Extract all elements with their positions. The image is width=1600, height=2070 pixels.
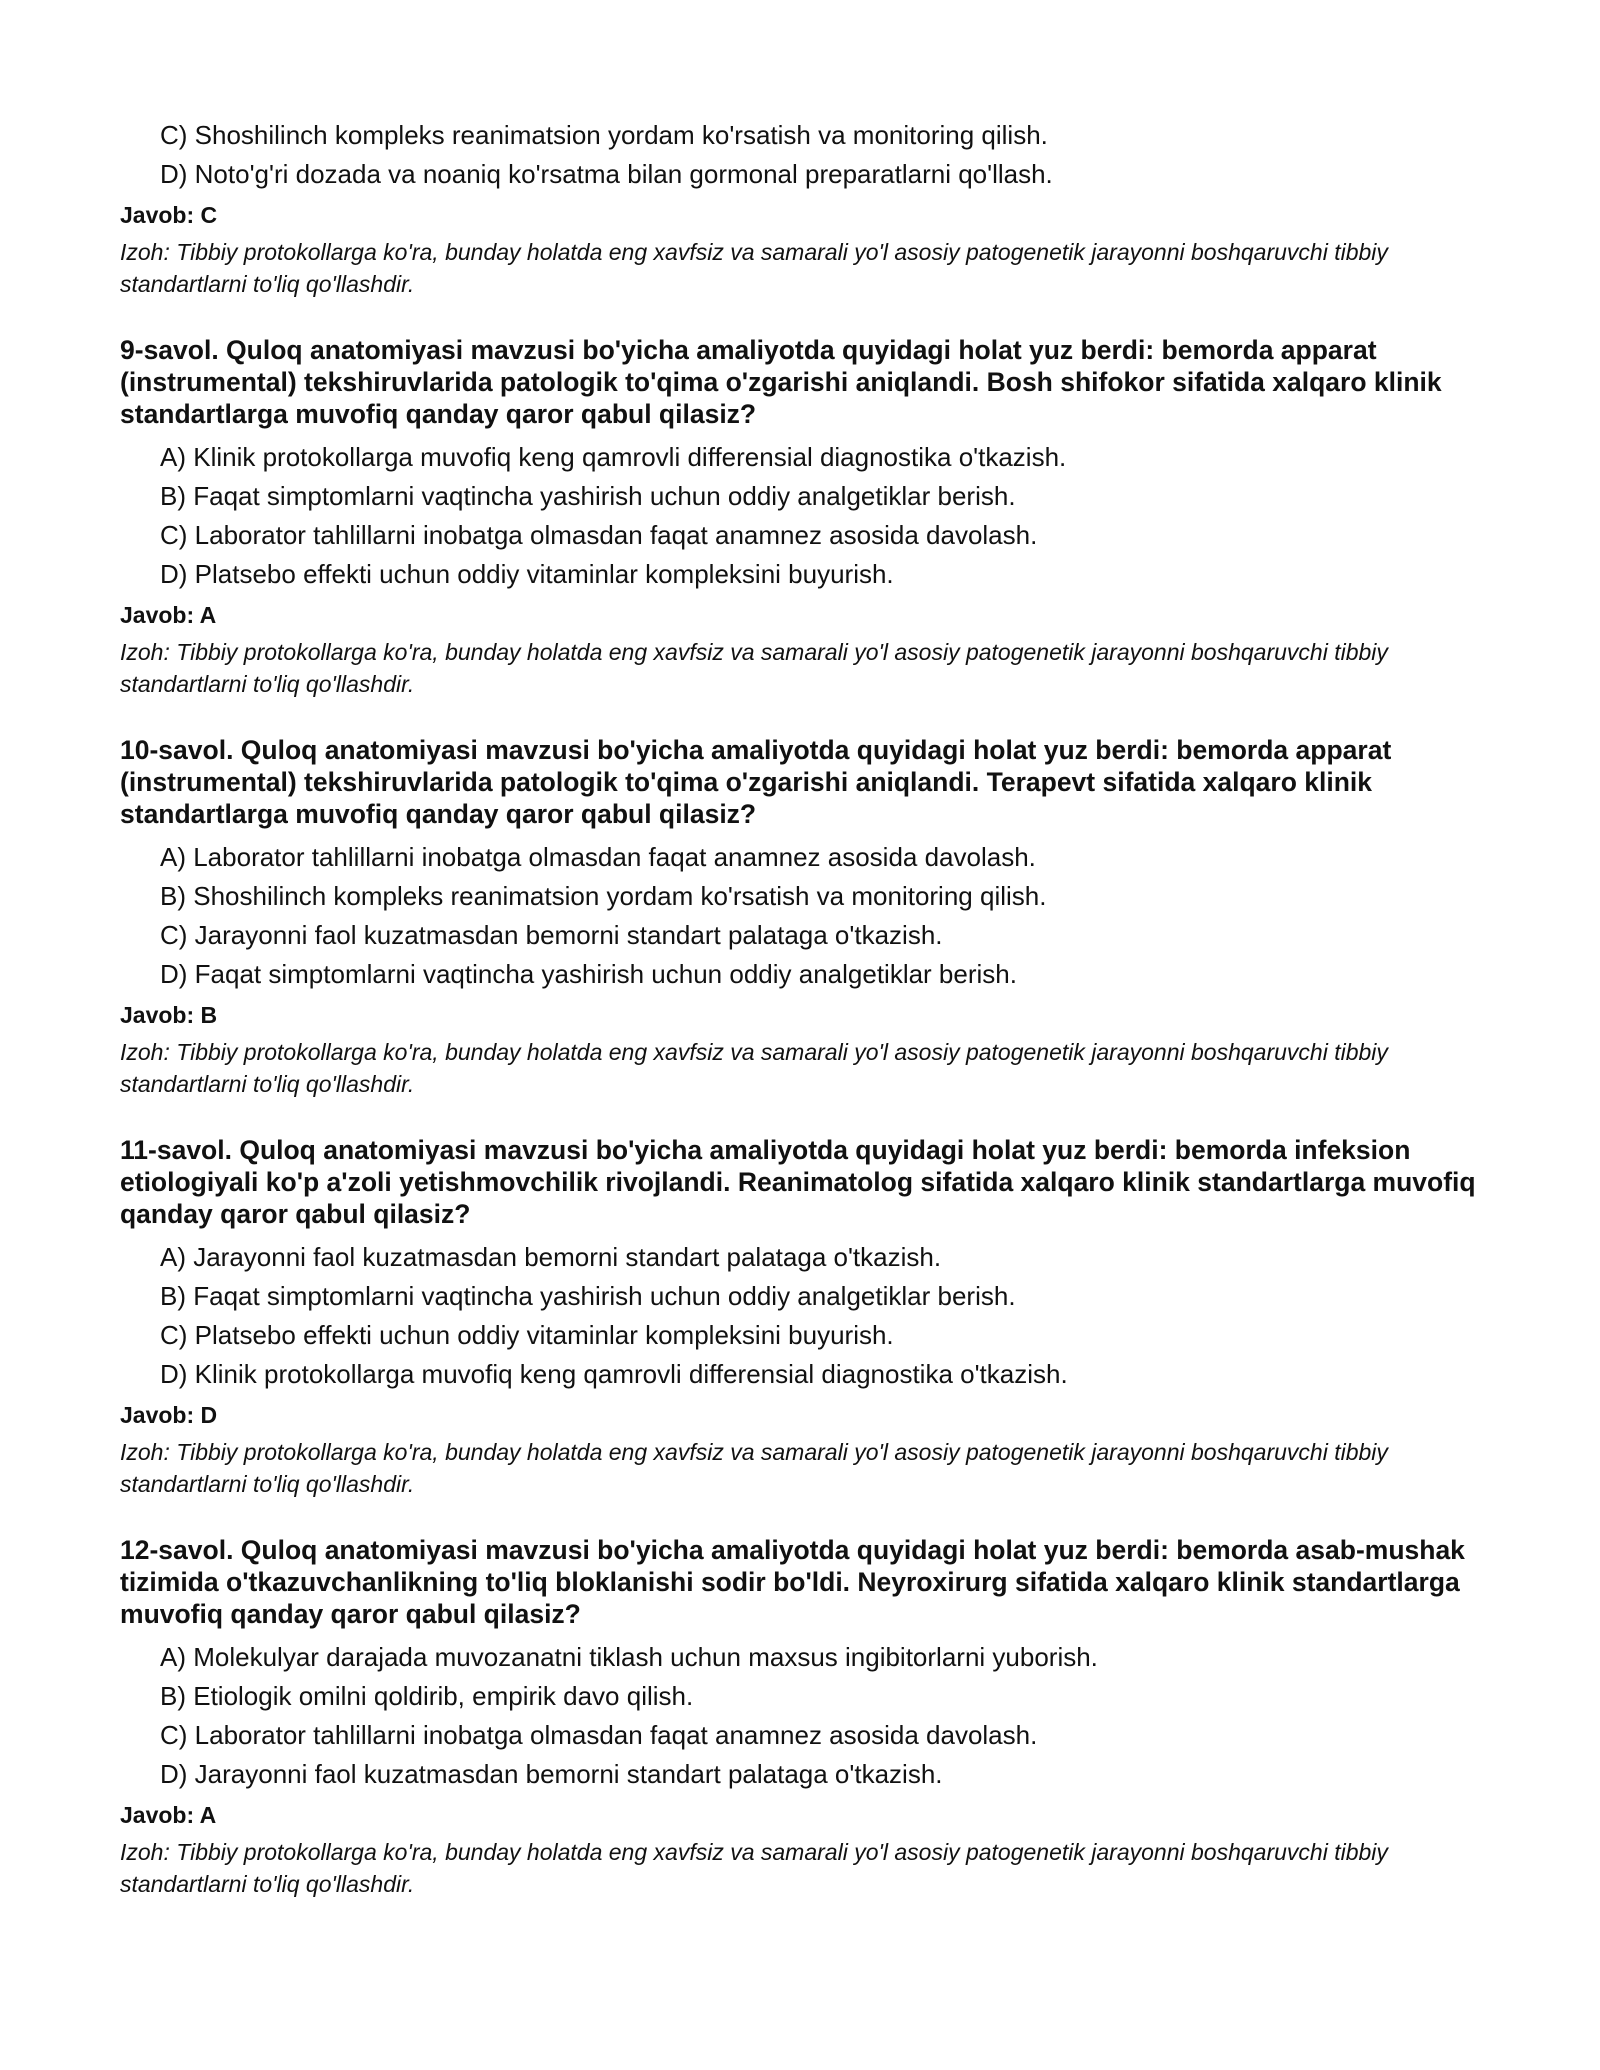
question-title: 9-savol. Quloq anatomiyasi mavzusi bo'yicha amaliyotda quyidagi holat yuz berdi: bemorda apparat (instrumental) tekshiruvlarida patologik to'qima o'zgarishi aniqlandi. Bosh shifokor sifatida xalqaro klinik standartlarga muvofiq qanday qaror qabul qilasiz? — [120, 335, 1442, 429]
explanation-note: Izoh: Tibbiy protokollarga ko'ra, bunday holatda eng xavfsiz va samarali yo'l asosiy patogenetik jarayonni boshqaruvchi tibbiy standartlarni to'liq qo'llashdir. — [120, 639, 1388, 697]
option-b: B) Shoshilinch kompleks reanimatsion yordam ko'rsatish va monitoring qilish. — [160, 881, 1047, 911]
option-b: B) Etiologik omilni qoldirib, empirik davo qilish. — [160, 1681, 694, 1711]
question-block-11 — [120, 1134, 1490, 1500]
option-a: A) Molekulyar darajada muvozanatni tiklash uchun maxsus ingibitorlarni yuborish. — [160, 1642, 1098, 1672]
option-a: A) Jarayonni faol kuzatmasdan bemorni standart palataga o'tkazish. — [160, 1242, 942, 1272]
answer-label: Javob: B — [120, 1002, 218, 1028]
answer-label: Javob: A — [120, 602, 217, 628]
option-c: C) Jarayonni faol kuzatmasdan bemorni standart palataga o'tkazish. — [160, 920, 943, 950]
question-title: 12-savol. Quloq anatomiyasi mavzusi bo'yicha amaliyotda quyidagi holat yuz berdi: bemorda asab-mushak tizimida o'tkazuvchanlikning to'liq bloklanishi sodir bo'ldi. Neyroxirurg sifatida xalqaro klinik standartlarga muvofiq qanday qaror qabul qilasiz? — [120, 1535, 1465, 1629]
document-page — [120, 116, 1490, 1900]
answer-label: Javob: C — [120, 202, 218, 228]
question-block-12 — [120, 1534, 1490, 1900]
option-c: C) Laborator tahlillarni inobatga olmasdan faqat anamnez asosida davolash. — [160, 1720, 1038, 1750]
question-title: 11-savol. Quloq anatomiyasi mavzusi bo'yicha amaliyotda quyidagi holat yuz berdi: bemorda infeksion etiologiyali ko'p a'zoli yetishmovchilik rivojlandi. Reanimatolog sifatida xalqaro klinik standartlarga muvofiq qanday qaror qabul qilasiz? — [120, 1135, 1476, 1229]
option-c: C) Shoshilinch kompleks reanimatsion yordam ko'rsatish va monitoring qilish. — [160, 120, 1048, 150]
option-d: D) Klinik protokollarga muvofiq keng qamrovli differensial diagnostika o'tkazish. — [160, 1359, 1068, 1389]
question-block-9 — [120, 334, 1490, 700]
question-block-partial — [120, 116, 1490, 300]
explanation-note: Izoh: Tibbiy protokollarga ko'ra, bunday holatda eng xavfsiz va samarali yo'l asosiy patogenetik jarayonni boshqaruvchi tibbiy standartlarni to'liq qo'llashdir. — [120, 1039, 1388, 1097]
explanation-note: Izoh: Tibbiy protokollarga ko'ra, bunday holatda eng xavfsiz va samarali yo'l asosiy patogenetik jarayonni boshqaruvchi tibbiy standartlarni to'liq qo'llashdir. — [120, 239, 1388, 297]
option-d: D) Noto'g'ri dozada va noaniq ko'rsatma bilan gormonal preparatlarni qo'llash. — [160, 159, 1053, 189]
option-b: B) Faqat simptomlarni vaqtincha yashirish uchun oddiy analgetiklar berish. — [160, 1281, 1016, 1311]
option-c: C) Platsebo effekti uchun oddiy vitaminlar kompleksini buyurish. — [160, 1320, 894, 1350]
option-d: D) Jarayonni faol kuzatmasdan bemorni standart palataga o'tkazish. — [160, 1759, 943, 1789]
question-title: 10-savol. Quloq anatomiyasi mavzusi bo'yicha amaliyotda quyidagi holat yuz berdi: bemorda apparat (instrumental) tekshiruvlarida patologik to'qima o'zgarishi aniqlandi. Terapevt sifatida xalqaro klinik standartlarga muvofiq qanday qaror qabul qilasiz? — [120, 735, 1392, 829]
option-c: C) Laborator tahlillarni inobatga olmasdan faqat anamnez asosida davolash. — [160, 520, 1038, 550]
option-b: B) Faqat simptomlarni vaqtincha yashirish uchun oddiy analgetiklar berish. — [160, 481, 1016, 511]
option-a: A) Klinik protokollarga muvofiq keng qamrovli differensial diagnostika o'tkazish. — [160, 442, 1067, 472]
answer-label: Javob: A — [120, 1802, 217, 1828]
option-a: A) Laborator tahlillarni inobatga olmasdan faqat anamnez asosida davolash. — [160, 842, 1036, 872]
explanation-note: Izoh: Tibbiy protokollarga ko'ra, bunday holatda eng xavfsiz va samarali yo'l asosiy patogenetik jarayonni boshqaruvchi tibbiy standartlarni to'liq qo'llashdir. — [120, 1439, 1388, 1497]
explanation-note: Izoh: Tibbiy protokollarga ko'ra, bunday holatda eng xavfsiz va samarali yo'l asosiy patogenetik jarayonni boshqaruvchi tibbiy standartlarni to'liq qo'llashdir. — [120, 1839, 1388, 1897]
answer-label: Javob: D — [120, 1402, 218, 1428]
option-d: D) Faqat simptomlarni vaqtincha yashirish uchun oddiy analgetiklar berish. — [160, 959, 1017, 989]
question-block-10 — [120, 734, 1490, 1100]
option-d: D) Platsebo effekti uchun oddiy vitaminlar kompleksini buyurish. — [160, 559, 894, 589]
